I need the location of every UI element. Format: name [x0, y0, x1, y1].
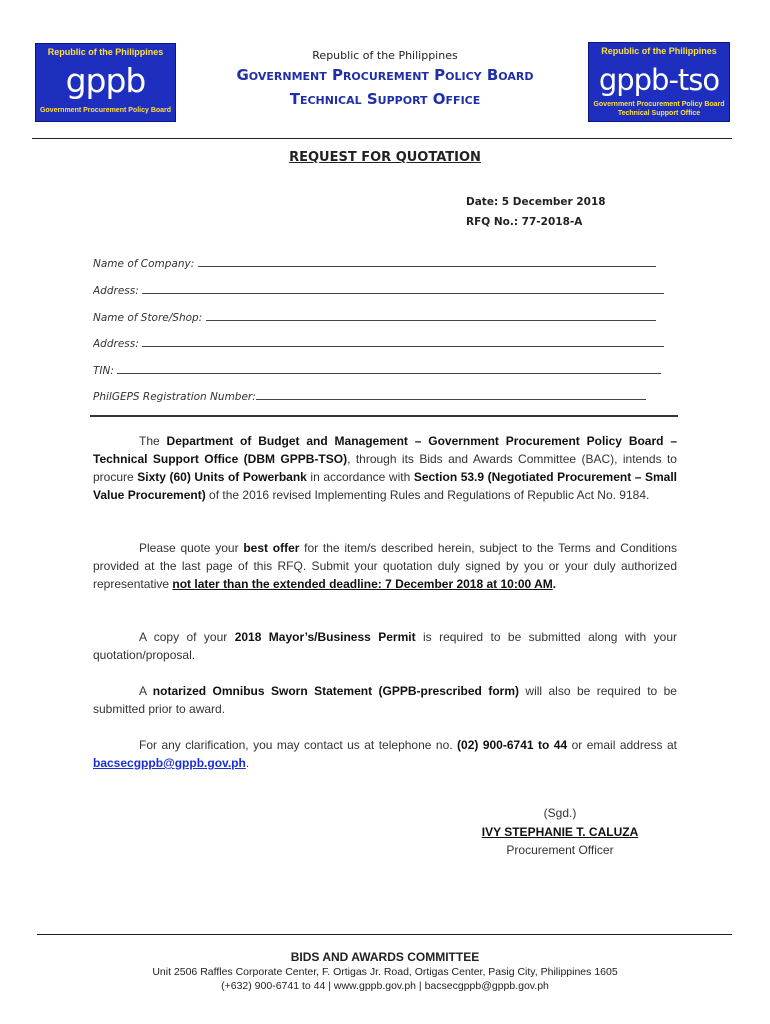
- item-description: Sixty (60) Units of Powerbank: [137, 470, 307, 484]
- permit-requirement: 2018 Mayor’s/Business Permit: [234, 630, 416, 644]
- header-agency-line2: Technical Support Office: [289, 90, 481, 108]
- logo-right-bottom-line1: Government Procurement Policy Board: [593, 101, 725, 108]
- signatory-name: IVY STEPHANIE T. CALUZA: [481, 825, 639, 839]
- field-label: Address:: [93, 285, 139, 297]
- logo-right-bottom-text: [589, 100, 729, 118]
- field-blank-line[interactable]: [198, 256, 656, 267]
- omnibus-requirement: notarized Omnibus Sworn Statement (GPPB-prescribed form): [152, 684, 519, 698]
- text: A copy of your: [139, 630, 235, 644]
- agency-name: Department of Budget and Management – Government Procurement Policy Board – Technical Support Office (DBM GPPB-TSO): [93, 434, 677, 466]
- text: for the item/s described herein, subject to the Terms and Conditions provided at the last page of this RFQ. Submit your quotation duly signed by you or your duly authorized representative: [93, 541, 677, 591]
- paragraph-business-permit: [93, 628, 677, 664]
- field-label: Name of Store/Shop:: [93, 312, 203, 324]
- field-blank-line[interactable]: [117, 363, 661, 374]
- text: in accordance with: [306, 470, 414, 484]
- document-title: REQUEST FOR QUOTATION: [289, 150, 481, 165]
- field-address-2[interactable]: [93, 336, 673, 350]
- gppb-logo: [35, 43, 176, 122]
- email-link[interactable]: bacsecgppb@gppb.gov.ph: [93, 756, 246, 770]
- field-blank-line[interactable]: [256, 389, 646, 400]
- text: Please quote your: [139, 541, 244, 555]
- logo-right-mark: gppb-tso: [598, 63, 720, 97]
- paragraph-contact: [93, 736, 677, 772]
- header-divider: [32, 138, 732, 139]
- footer-address: Unit 2506 Raffles Corporate Center, F. Ortigas Jr. Road, Ortigas Center, Pasig City, Philippines 1605: [152, 966, 618, 978]
- field-philgeps-number[interactable]: [93, 389, 673, 403]
- field-tin[interactable]: [93, 363, 673, 377]
- header-agency-line1: Government Procurement Policy Board: [236, 66, 534, 84]
- field-blank-line[interactable]: [206, 310, 656, 321]
- footer-divider: [37, 934, 732, 935]
- text: For any clarification, you may contact us at telephone no.: [139, 738, 458, 752]
- text: of the 2016 revised Implementing Rules and Regulations of Republic Act No. 9184.: [205, 488, 650, 502]
- field-label: PhilGEPS Registration Number:: [93, 391, 256, 403]
- text: A: [139, 684, 153, 698]
- text: The: [139, 434, 167, 448]
- field-label: TIN:: [93, 365, 114, 377]
- text: is required to be submitted along with your quotation/proposal.: [93, 630, 677, 662]
- text: will also be required to be submitted prior to award.: [93, 684, 677, 716]
- best-offer: best offer: [243, 541, 300, 555]
- logo-left-mark: gppb: [65, 61, 146, 100]
- text: , through its Bids and Awards Committee (BAC), intends to procure: [93, 452, 677, 484]
- field-store-name[interactable]: [93, 310, 673, 324]
- footer-title: BIDS AND AWARDS COMMITTEE: [290, 950, 480, 964]
- paragraph-quote-instructions: [93, 539, 677, 593]
- text: or email address at: [567, 738, 677, 752]
- footer-contact: (+632) 900-6741 to 44 | www.gppb.gov.ph | bacsecgppb@gppb.gov.ph: [221, 980, 549, 992]
- logo-left-top-text: Republic of the Philippines: [47, 47, 164, 57]
- signature-sgd: (Sgd.): [543, 806, 577, 820]
- signatory-position: Procurement Officer: [506, 843, 614, 857]
- field-blank-line[interactable]: [142, 336, 664, 347]
- header-republic: Republic of the Philippines: [312, 49, 458, 62]
- paragraph-intro: [93, 432, 677, 504]
- logo-left-bottom-text: Government Procurement Policy Board: [39, 107, 172, 114]
- fields-divider: [90, 415, 678, 417]
- rfq-number: RFQ No.: 77-2018-A: [466, 216, 583, 228]
- text: .: [552, 577, 557, 591]
- field-company-name[interactable]: [93, 256, 673, 270]
- procurement-mode: Section 53.9 (Negotiated Procurement – Small Value Procurement): [93, 470, 678, 502]
- field-label: Address:: [93, 338, 139, 350]
- text: .: [245, 756, 250, 770]
- logo-right-bottom-line2: Technical Support Office: [617, 110, 701, 117]
- field-address-1[interactable]: [93, 283, 673, 297]
- logo-right-top-text: Republic of the Philippines: [601, 46, 717, 56]
- field-blank-line[interactable]: [142, 283, 664, 294]
- gppb-tso-logo: [588, 42, 730, 122]
- deadline: not later than the extended deadline: 7 December 2018 at 10:00 AM: [172, 577, 553, 591]
- paragraph-omnibus-statement: [93, 682, 677, 718]
- telephone-number: (02) 900-6741 to 44: [457, 738, 568, 752]
- field-label: Name of Company:: [93, 258, 195, 270]
- rfq-date: Date: 5 December 2018: [466, 196, 606, 208]
